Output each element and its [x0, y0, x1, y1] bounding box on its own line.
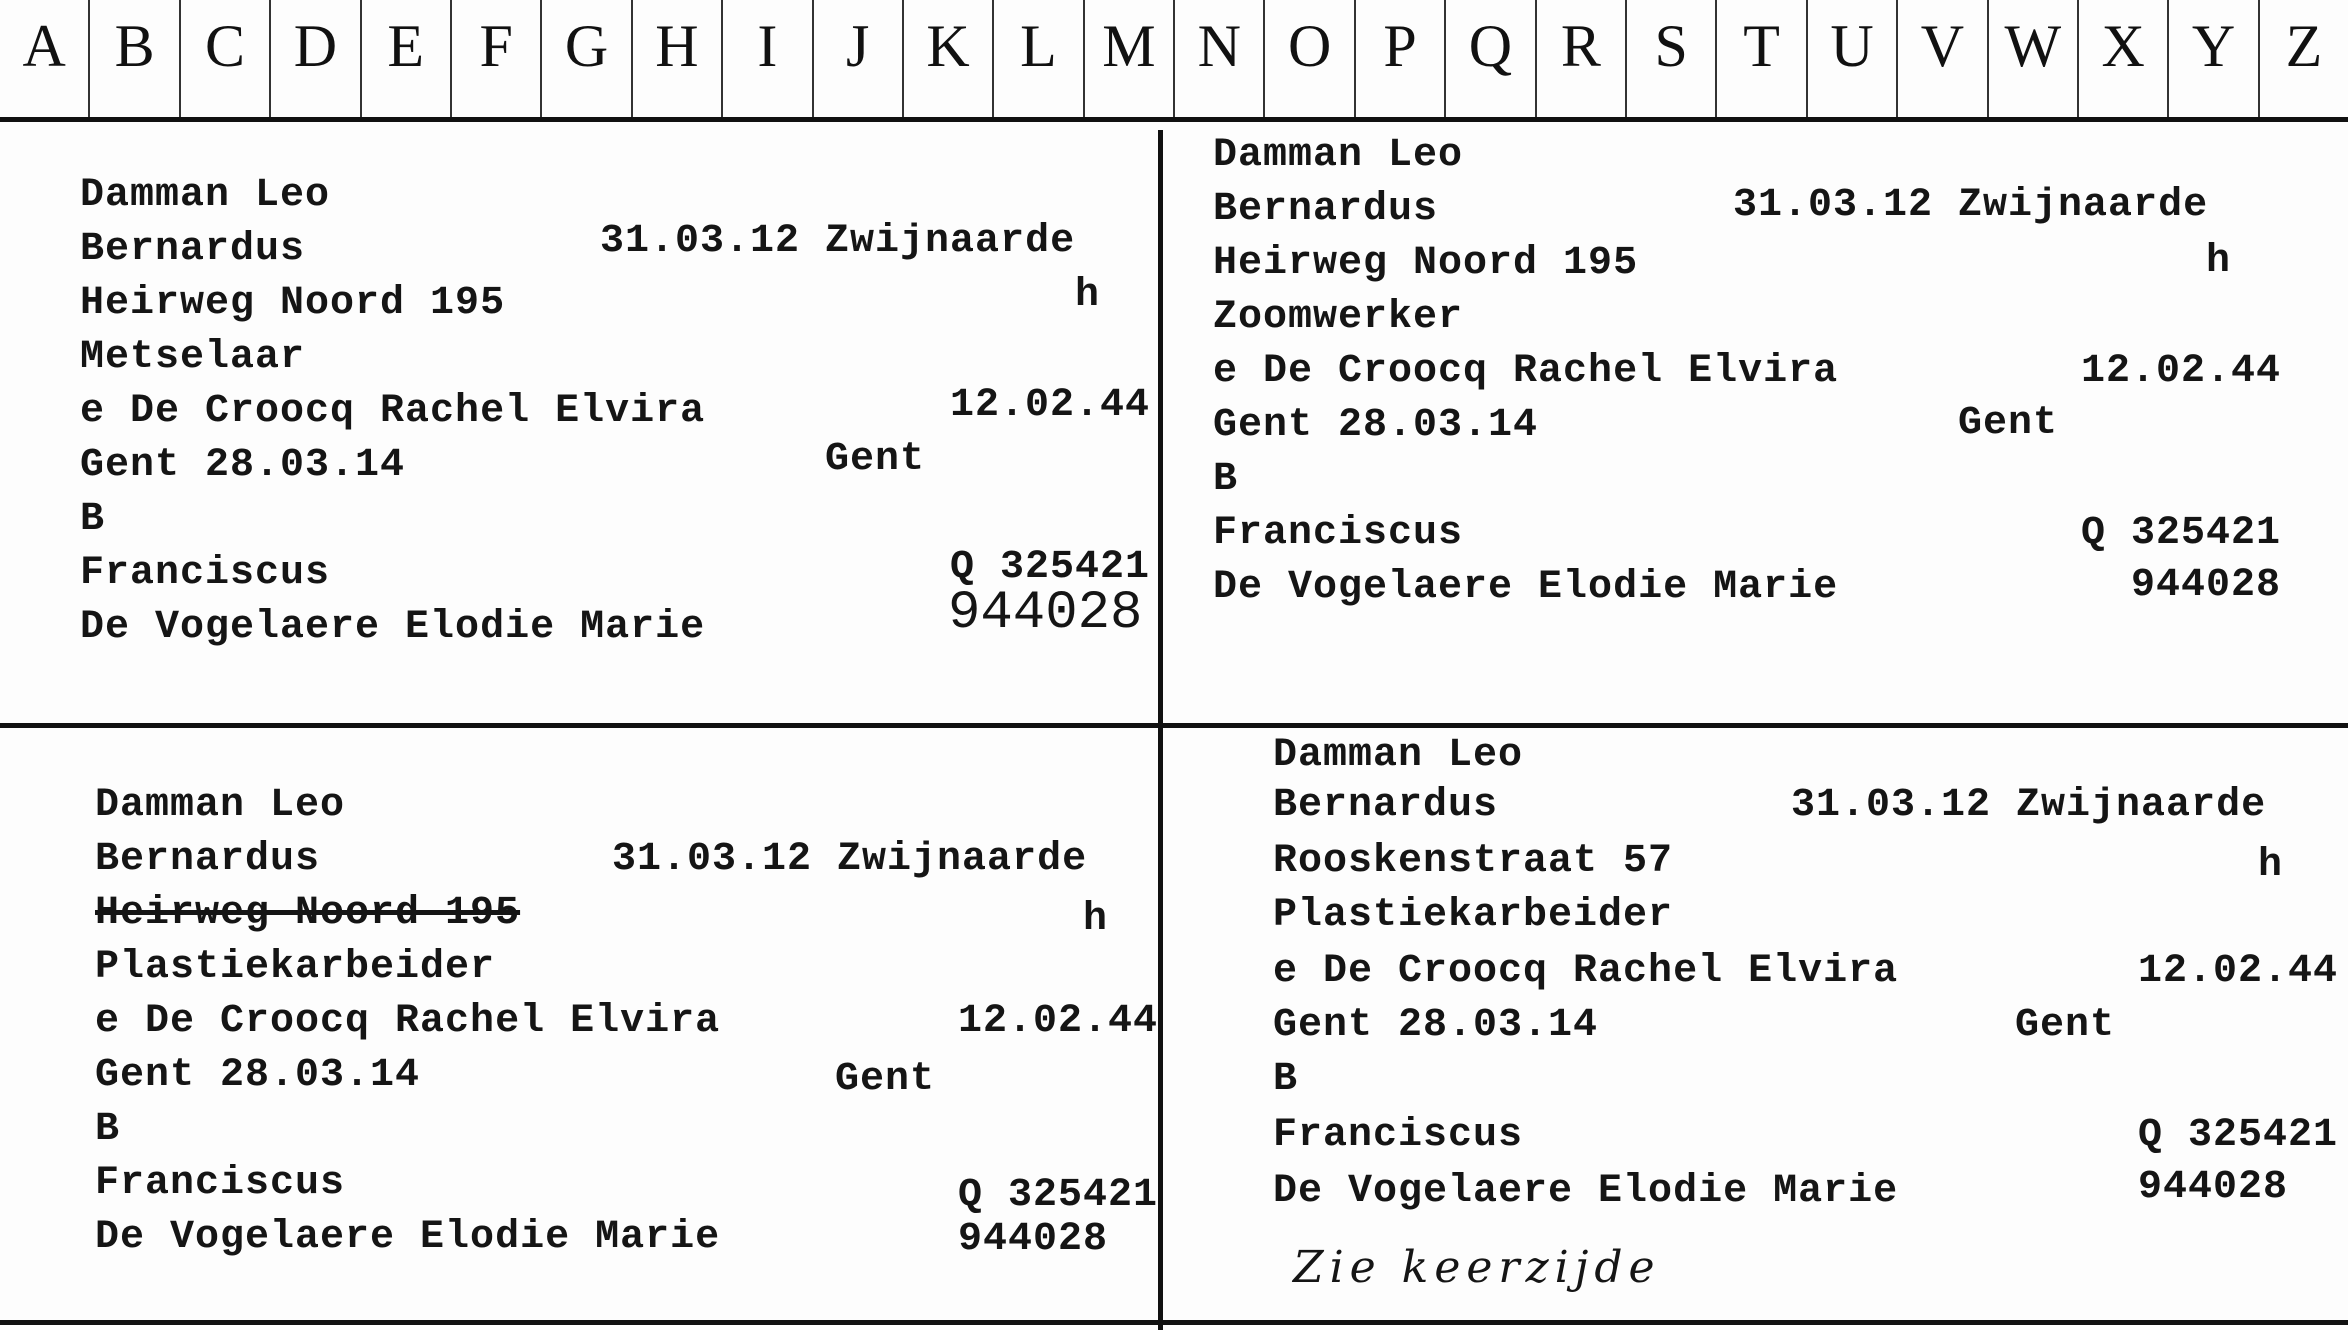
card-reference: Q 325421 — [958, 1173, 1159, 1218]
index-letter: X — [2079, 0, 2169, 117]
card-surname: Damman Leo — [1273, 733, 1524, 778]
card-reference: Q 325421 — [950, 545, 1151, 590]
card-mark: h — [1083, 897, 1109, 942]
card-surname: Damman Leo — [95, 783, 346, 828]
index-letter: Q — [1446, 0, 1536, 117]
card-mark: h — [1075, 273, 1101, 318]
index-letter: T — [1717, 0, 1807, 117]
index-letter: A — [0, 0, 90, 117]
card-mark: h — [2258, 843, 2284, 888]
card-address: Heirweg Noord 195 — [80, 281, 506, 326]
record-card-top-left — [0, 128, 1158, 723]
card-mother: De Vogelaere Elodie Marie — [95, 1215, 721, 1260]
card-spouse: e De Croocq Rachel Elvira — [1273, 949, 1899, 994]
card-mark: h — [2206, 239, 2232, 284]
index-letter: W — [1989, 0, 2079, 117]
card-address: Rooskenstraat 57 — [1273, 839, 1674, 884]
card-number: 944028 — [2138, 1165, 2289, 1210]
record-card-bottom-left — [0, 728, 1158, 1320]
card-reference: Q 325421 — [2081, 511, 2282, 556]
index-letter: Y — [2169, 0, 2259, 117]
index-letter: E — [362, 0, 452, 117]
index-letter: B — [90, 0, 180, 117]
card-marriage-place: Gent — [825, 437, 926, 482]
card-spouse: e De Croocq Rachel Elvira — [1213, 349, 1839, 394]
card-birth: 31.03.12 Zwijnaarde — [1791, 783, 2267, 828]
card-given-name: Bernardus — [80, 227, 306, 272]
card-reference: Q 325421 — [2138, 1113, 2339, 1158]
card-father: Franciscus — [80, 551, 331, 596]
card-occupation: Zoomwerker — [1213, 295, 1464, 340]
card-marriage-date: 12.02.44 — [950, 383, 1151, 428]
card-number: 944028 — [958, 1217, 1109, 1262]
card-occupation: Metselaar — [80, 335, 306, 380]
card-marriage-place: Gent — [1958, 401, 2059, 446]
card-code: B — [1213, 457, 1239, 502]
card-number: 944028 — [2131, 563, 2282, 608]
index-letter: C — [181, 0, 271, 117]
card-mother: De Vogelaere Elodie Marie — [1213, 565, 1839, 610]
index-letter: I — [723, 0, 813, 117]
card-mother: De Vogelaere Elodie Marie — [80, 605, 706, 650]
index-letter: Z — [2285, 13, 2323, 79]
card-spouse: e De Croocq Rachel Elvira — [95, 999, 721, 1044]
index-letter: R — [1537, 0, 1627, 117]
card-given-name: Bernardus — [95, 837, 321, 882]
index-letter: S — [1627, 0, 1717, 117]
index-letter: P — [1356, 0, 1446, 117]
card-number: 944028 — [948, 583, 1143, 644]
index-letter: K — [904, 0, 994, 117]
card-spouse-birth: Gent 28.03.14 — [1213, 403, 1539, 448]
card-spouse-birth: Gent 28.03.14 — [95, 1053, 421, 1098]
card-given-name: Bernardus — [1213, 187, 1439, 232]
card-address: Heirweg Noord 195 — [1213, 241, 1639, 286]
record-card-top-right — [1163, 128, 2348, 723]
card-mother: De Vogelaere Elodie Marie — [1273, 1169, 1899, 1214]
card-occupation: Plastiekarbeider — [1273, 893, 1674, 938]
index-letter: J — [814, 0, 904, 117]
index-letter: V — [1898, 0, 1988, 117]
index-letter: M — [1085, 0, 1175, 117]
index-letter: L — [994, 0, 1084, 117]
index-letter: G — [542, 0, 632, 117]
index-letter: F — [452, 0, 542, 117]
record-card-bottom-right — [1163, 728, 2348, 1320]
card-spouse: e De Croocq Rachel Elvira — [80, 389, 706, 434]
index-letter: N — [1175, 0, 1265, 117]
card-father: Franciscus — [1273, 1113, 1524, 1158]
card-spouse-birth: Gent 28.03.14 — [1273, 1003, 1599, 1048]
card-birth: 31.03.12 Zwijnaarde — [612, 837, 1088, 882]
card-birth: 31.03.12 Zwijnaarde — [1733, 183, 2209, 228]
card-code: B — [95, 1107, 121, 1152]
card-spouse-birth: Gent 28.03.14 — [80, 443, 406, 488]
card-address-struck: Heirweg Noord 195 — [95, 891, 521, 936]
card-surname: Damman Leo — [1213, 133, 1464, 178]
index-letter: U — [1808, 0, 1898, 117]
card-occupation: Plastiekarbeider — [95, 945, 496, 990]
card-given-name: Bernardus — [1273, 783, 1499, 828]
card-marriage-date: 12.02.44 — [2138, 949, 2339, 994]
card-surname: Damman Leo — [80, 173, 331, 218]
card-code: B — [1273, 1057, 1299, 1102]
card-birth: 31.03.12 Zwijnaarde — [600, 219, 1076, 264]
alphabet-index-strip — [0, 0, 2348, 122]
card-marriage-date: 12.02.44 — [958, 999, 1159, 1044]
index-letter: D — [271, 0, 361, 117]
card-father: Franciscus — [95, 1161, 346, 1206]
handwritten-note: Zie keerzijde — [1293, 1242, 1661, 1293]
card-code: B — [80, 497, 106, 542]
bottom-divider — [0, 1320, 2348, 1325]
index-letter: H — [633, 0, 723, 117]
card-marriage-date: 12.02.44 — [2081, 349, 2282, 394]
card-marriage-place: Gent — [835, 1057, 936, 1102]
index-letter: O — [1265, 0, 1355, 117]
card-marriage-place: Gent — [2015, 1003, 2116, 1048]
card-father: Franciscus — [1213, 511, 1464, 556]
